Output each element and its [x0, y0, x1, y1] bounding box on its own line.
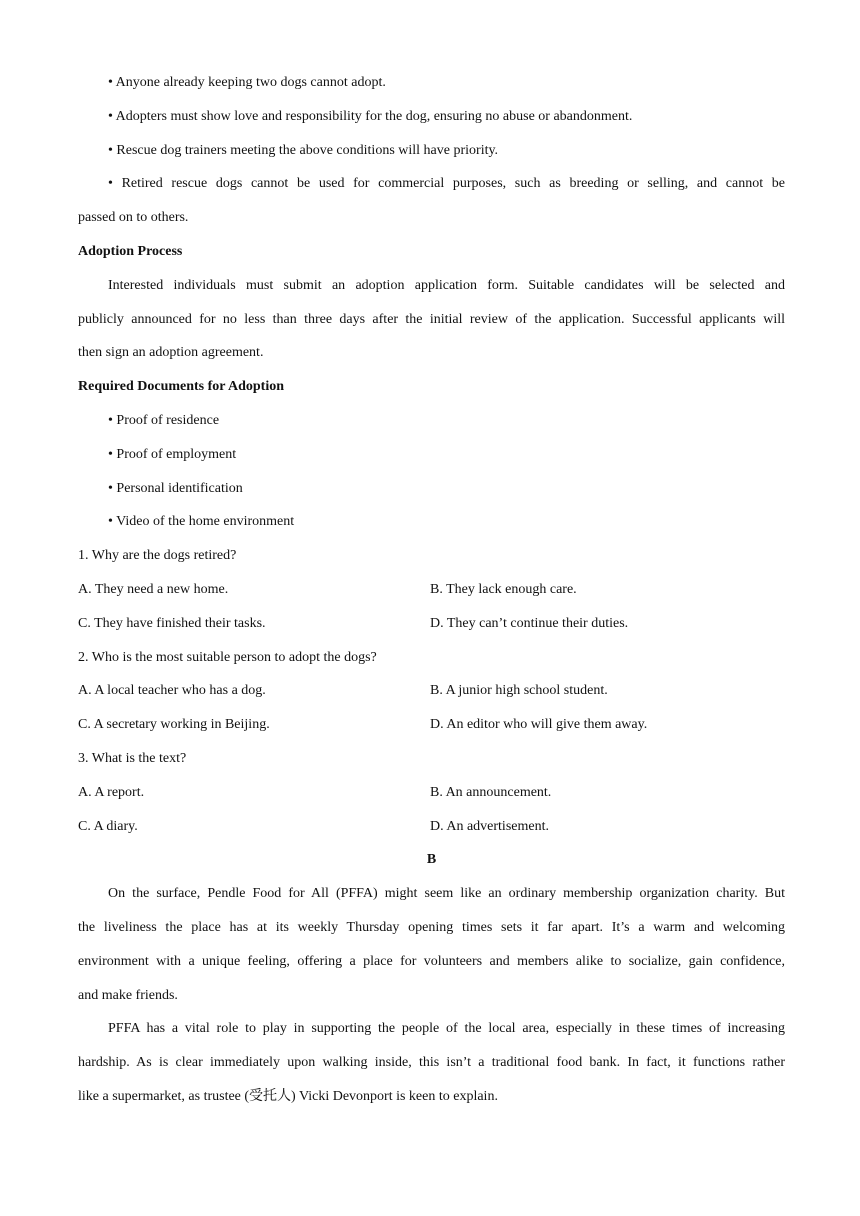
paragraph-line: Interested individuals must submit an adoption application form. Suitable candidates will be selected and — [108, 277, 785, 293]
options-row — [78, 607, 785, 641]
document-page — [78, 66, 785, 1114]
document-item: • Video of the home environment — [108, 514, 295, 530]
question-stem: 3. What is the text? — [78, 750, 187, 766]
option-b: B. They lack enough care. — [430, 581, 577, 597]
paragraph-line: hardship. As is clear immediately upon walking inside, this isn’t a traditional food bank. In fact, it functions rather — [78, 1055, 785, 1071]
paragraph-line: PFFA has a vital role to play in supporting the people of the local area, especially in these times of increasing — [108, 1021, 785, 1037]
paragraph-line: then sign an adoption agreement. — [78, 345, 264, 361]
question-stem: 1. Why are the dogs retired? — [78, 548, 237, 564]
section-heading-documents: Required Documents for Adoption — [78, 379, 285, 395]
paragraph-line: and make friends. — [78, 987, 178, 1003]
section-label-b: B — [426, 852, 437, 868]
option-b: B. An announcement. — [430, 784, 552, 800]
options-row — [78, 810, 785, 844]
section-heading-process: Adoption Process — [78, 243, 183, 259]
options-row — [78, 776, 785, 810]
question-stem: 2. Who is the most suitable person to adopt the dogs? — [78, 649, 377, 665]
options-row — [78, 708, 785, 742]
document-item: • Proof of employment — [108, 446, 237, 462]
paragraph-line: environment with a unique feeling, offering a place for volunteers and members alike to socialize, gain confidence, — [78, 953, 785, 969]
option-b: B. A junior high school student. — [430, 683, 608, 699]
condition-item: • Anyone already keeping two dogs cannot adopt. — [108, 75, 386, 90]
paragraph-line: On the surface, Pendle Food for All (PFFA) might seem like an ordinary membership organization charity. But — [108, 886, 785, 902]
condition-item: • Adopters must show love and responsibility for the dog, ensuring no abuse or abandonment. — [108, 108, 633, 124]
paragraph-line: publicly announced for no less than three days after the initial review of the application. Successful applicants will — [78, 311, 785, 327]
option-a: A. A report. — [78, 784, 145, 800]
options-row — [78, 674, 785, 708]
option-c: C. A secretary working in Beijing. — [78, 717, 270, 733]
option-c: C. They have finished their tasks. — [78, 615, 266, 631]
option-a: A. A local teacher who has a dog. — [78, 683, 266, 699]
option-c: C. A diary. — [78, 818, 138, 834]
option-d: D. An editor who will give them away. — [430, 717, 648, 733]
option-d: D. An advertisement. — [430, 818, 549, 834]
paragraph-line: the liveliness the place has at its weekly Thursday opening times sets it far apart. It’s a warm and welcoming — [78, 919, 785, 935]
option-d: D. They can’t continue their duties. — [430, 615, 629, 631]
options-row — [78, 573, 785, 607]
document-item: • Personal identification — [108, 480, 243, 496]
option-a: A. They need a new home. — [78, 581, 229, 597]
condition-item: • Rescue dog trainers meeting the above conditions will have priority. — [108, 142, 499, 158]
condition-item-continued: passed on to others. — [78, 210, 189, 226]
paragraph-line: like a supermarket, as trustee (受托人) Vicki Devonport is keen to explain. — [78, 1088, 498, 1104]
document-item: • Proof of residence — [108, 412, 220, 428]
condition-item: • Retired rescue dogs cannot be used for commercial purposes, such as breeding or selling, and cannot be — [108, 176, 785, 192]
